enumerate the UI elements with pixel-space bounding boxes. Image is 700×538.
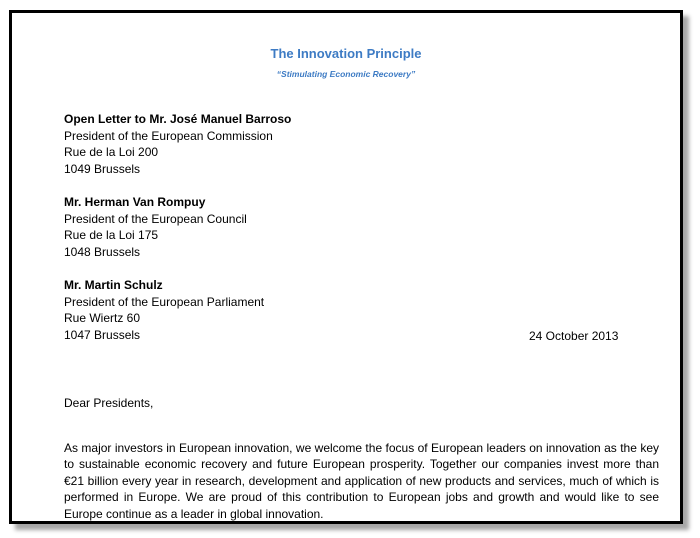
body-paragraph: As major investors in European innovation, we welcome the focus of European leaders on innovation as the key to sustainable economic recovery and future European prosperity. Together our companies invest more than €21 billion every year in research, development and application of new products and services, much of which is performed in Europe. We are proud of this contribution to European jobs and growth and would like to see Europe continue as a leader in global innovation. [64, 441, 659, 521]
recipient-position: President of the European Commission [64, 128, 273, 143]
recipient-street: Rue de la Loi 175 [64, 228, 159, 242]
recipient-street: Rue de la Loi 200 [64, 145, 159, 159]
recipient-name: Mr. Herman Van Rompuy [64, 195, 206, 209]
recipient-city: 1048 Brussels [64, 244, 141, 259]
recipient-street: Rue Wiertz 60 [64, 311, 141, 325]
recipient-name: Open Letter to Mr. José Manuel Barroso [64, 112, 292, 126]
document-title: The Innovation Principle [270, 46, 422, 61]
recipient-city: 1049 Brussels [64, 161, 141, 176]
recipient-name: Mr. Martin Schulz [64, 278, 163, 292]
recipient-position: President of the European Parliament [64, 294, 265, 309]
letter-date: 24 October 2013 [529, 329, 619, 343]
recipient-position: President of the European Council [64, 211, 247, 226]
recipient-block-parliament [64, 277, 264, 343]
document-subtitle: “Stimulating Economic Recovery” [276, 69, 416, 79]
recipient-block-council [64, 194, 247, 260]
document-page [9, 10, 683, 524]
salutation: Dear Presidents, [64, 396, 154, 410]
recipient-block-commission [64, 111, 291, 177]
recipient-city: 1047 Brussels [64, 327, 141, 342]
